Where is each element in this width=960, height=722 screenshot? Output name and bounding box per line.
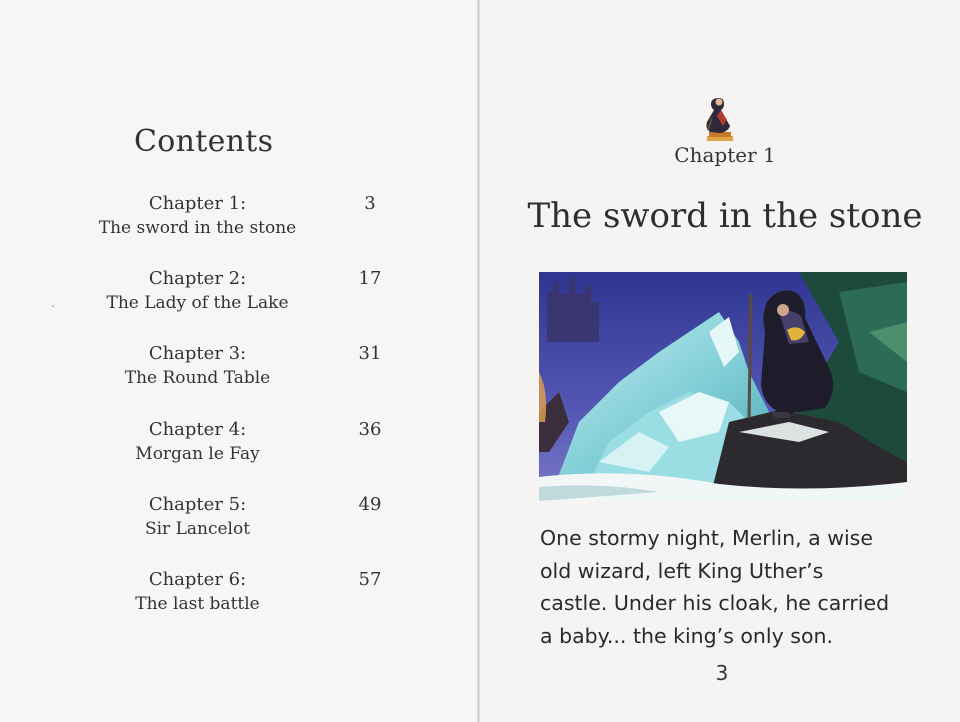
- story-line: old wizard, left King Uther’s: [540, 558, 824, 583]
- toc-chapter-name: The Round Table: [124, 368, 271, 388]
- merlin-figure-icon: [697, 92, 741, 144]
- chapter-title: The sword in the stone: [527, 196, 923, 236]
- chapter-label: Chapter 1: [674, 143, 776, 167]
- toc-chapter-number: Chapter 3:: [148, 343, 247, 364]
- toc-entry[interactable]: [0, 343, 478, 403]
- toc-page-number: 36: [358, 419, 382, 440]
- toc-page-number: 17: [358, 268, 382, 289]
- toc-chapter-number: Chapter 1:: [148, 193, 247, 214]
- toc-chapter-name: Sir Lancelot: [144, 519, 251, 539]
- toc-entry[interactable]: [0, 268, 478, 328]
- story-paragraph: [540, 522, 920, 652]
- contents-page: [0, 0, 478, 722]
- toc-chapter-name: Morgan le Fay: [135, 444, 260, 464]
- toc-chapter-name: The Lady of the Lake: [106, 293, 289, 313]
- merlin-on-icy-cliff-illustration: [539, 272, 907, 501]
- page-number: 3: [715, 661, 729, 685]
- toc-chapter-name: The last battle: [135, 594, 260, 614]
- toc-chapter-number: Chapter 2:: [148, 268, 247, 289]
- toc-entry[interactable]: [0, 494, 478, 554]
- contents-title: Contents: [134, 124, 274, 159]
- story-line: One stormy night, Merlin, a wise: [540, 526, 873, 550]
- toc-chapter-number: Chapter 5:: [148, 494, 247, 515]
- toc-entry[interactable]: [0, 569, 478, 629]
- toc-page-number: 3: [364, 193, 376, 214]
- toc-page-number: 31: [358, 343, 382, 364]
- toc-chapter-number: Chapter 4:: [148, 419, 247, 440]
- toc-page-number: 57: [358, 569, 382, 590]
- story-line: castle. Under his cloak, he carried: [540, 591, 890, 615]
- story-line: a baby... the king’s only son.: [540, 623, 833, 648]
- toc-entry[interactable]: [0, 193, 478, 253]
- toc-page-number: 49: [358, 494, 382, 515]
- toc-chapter-name: The sword in the stone: [98, 218, 297, 238]
- toc-chapter-number: Chapter 6:: [148, 569, 247, 590]
- toc-entry[interactable]: [0, 419, 478, 479]
